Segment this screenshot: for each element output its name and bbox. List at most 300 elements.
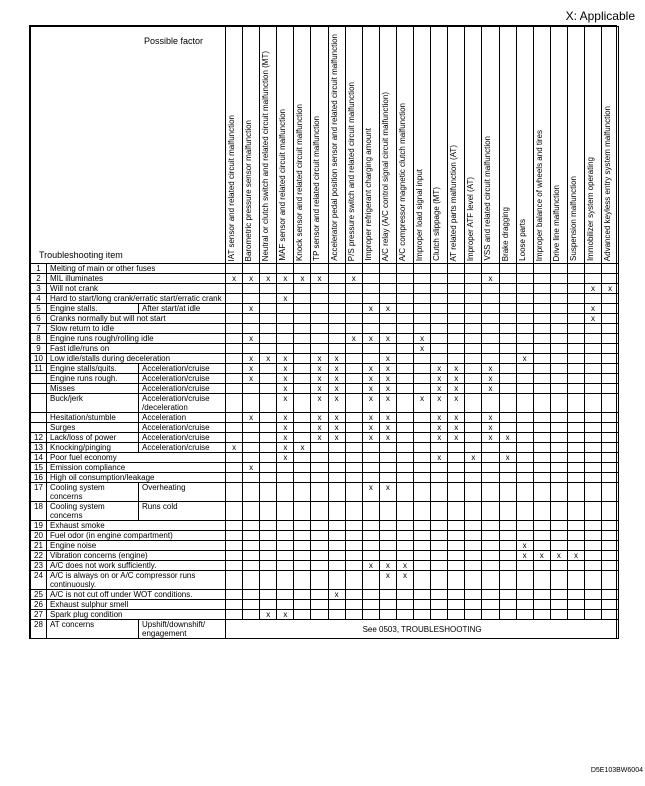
factor-cell: [277, 423, 294, 433]
factor-cell: [294, 433, 311, 443]
factor-cell: [414, 502, 431, 521]
factor-cell: [396, 502, 413, 521]
factor-cell: [345, 502, 362, 521]
factor-header: [465, 27, 482, 264]
factor-cell: [550, 551, 567, 561]
factor-cell: [294, 600, 311, 610]
row-number: 18: [31, 502, 47, 521]
factor-cell: [567, 590, 584, 600]
factor-cell: [226, 324, 243, 334]
factor-cell: [362, 571, 379, 590]
factor-cell: [294, 423, 311, 433]
factor-label: Improper balance of wheels and tires: [534, 129, 544, 261]
factor-cell: [567, 453, 584, 463]
factor-cell: [482, 364, 499, 374]
factor-cell: [328, 264, 345, 274]
factor-cell: [482, 374, 499, 384]
factor-cell: [396, 374, 413, 384]
applicable-mark: x: [437, 384, 442, 393]
factor-cell: [482, 354, 499, 364]
factor-cell: [362, 344, 379, 354]
factor-cell: [533, 294, 550, 304]
factor-cell: [243, 344, 260, 354]
factor-cell: [499, 521, 516, 531]
table-row: [31, 433, 619, 443]
troubleshooting-item: Cooling system concerns: [47, 483, 139, 502]
factor-cell: [550, 521, 567, 531]
factor-cell: [396, 304, 413, 314]
factor-cell: [414, 314, 431, 324]
factor-cell: [345, 264, 362, 274]
factor-label: Neutral or clutch switch and related circuit malfunction (MT): [261, 50, 271, 261]
factor-label: P/S pressure switch and related circuit malfunction: [346, 81, 356, 261]
factor-cell: [567, 354, 584, 364]
applicable-mark: x: [334, 423, 339, 432]
factor-cell: [465, 344, 482, 354]
factor-cell: [550, 590, 567, 600]
factor-cell: [465, 571, 482, 590]
factor-cell: [584, 483, 601, 502]
factor-cell: [499, 334, 516, 344]
factor-label: Loose parts: [517, 219, 527, 261]
factor-cell: [482, 423, 499, 433]
factor-cell: [550, 531, 567, 541]
factor-cell: [328, 531, 345, 541]
factor-cell: [567, 374, 584, 384]
factor-cell: [311, 314, 328, 324]
factor-cell: [311, 600, 328, 610]
factor-cell: [431, 453, 448, 463]
factor-cell: [243, 384, 260, 394]
factor-cell: [584, 433, 601, 443]
troubleshooting-item: Exhaust smoke: [47, 521, 226, 531]
applicable-mark: x: [385, 364, 390, 373]
factor-cell: [345, 374, 362, 384]
factor-cell: [243, 394, 260, 413]
applicable-mark: x: [488, 384, 493, 393]
factor-cell: [533, 274, 550, 284]
factor-cell: [431, 551, 448, 561]
factor-cell: [277, 284, 294, 294]
factor-label: Improper ATF level (AT): [466, 176, 476, 261]
applicable-mark: x: [317, 394, 322, 403]
factor-cell: [379, 344, 396, 354]
factor-cell: [328, 413, 345, 423]
factor-cell: [516, 453, 533, 463]
factor-cell: [379, 384, 396, 394]
factor-cell: [516, 374, 533, 384]
factor-cell: [465, 413, 482, 423]
factor-cell: [294, 571, 311, 590]
factor-cell: [448, 354, 465, 364]
factor-cell: [328, 561, 345, 571]
factor-cell: [379, 304, 396, 314]
factor-cell: [584, 610, 601, 620]
factor-cell: [328, 284, 345, 294]
factor-cell: [465, 394, 482, 413]
factor-cell: [243, 274, 260, 284]
factor-cell: [448, 443, 465, 453]
factor-cell: [482, 463, 499, 473]
factor-header: [482, 27, 499, 264]
factor-cell: [533, 423, 550, 433]
factor-cell: [465, 284, 482, 294]
factor-cell: [345, 600, 362, 610]
factor-cell: [431, 384, 448, 394]
factor-cell: [226, 561, 243, 571]
troubleshooting-item: Engine noise: [47, 541, 226, 551]
factor-cell: [260, 433, 277, 443]
factor-cell: [345, 561, 362, 571]
applicable-mark: x: [522, 551, 527, 560]
factor-cell: [362, 423, 379, 433]
factor-cell: [584, 443, 601, 453]
factor-cell: [584, 284, 601, 294]
applicable-mark: x: [403, 571, 407, 580]
factor-cell: [243, 453, 260, 463]
factor-cell: [465, 374, 482, 384]
factor-cell: [516, 384, 533, 394]
factor-cell: [362, 502, 379, 521]
factor-cell: [584, 384, 601, 394]
factor-cell: [465, 551, 482, 561]
applicable-mark: x: [368, 561, 373, 570]
factor-cell: [584, 571, 601, 590]
factor-cell: [243, 521, 260, 531]
row-number: 5: [31, 304, 47, 314]
applicable-mark: x: [454, 394, 459, 403]
factor-cell: [465, 443, 482, 453]
factor-cell: [567, 473, 584, 483]
factor-cell: [550, 284, 567, 294]
factor-cell: [362, 324, 379, 334]
factor-cell: [414, 590, 431, 600]
factor-cell: [584, 294, 601, 304]
factor-cell: [345, 610, 362, 620]
factor-cell: [379, 521, 396, 531]
factor-cell: [294, 483, 311, 502]
row-number: [31, 413, 47, 423]
factor-cell: [328, 334, 345, 344]
factor-cell: [396, 294, 413, 304]
factor-cell: [277, 551, 294, 561]
table-row: [31, 473, 619, 483]
factor-header: [345, 27, 362, 264]
row-number: 13: [31, 443, 47, 453]
factor-cell: [602, 571, 619, 590]
factor-cell: [362, 284, 379, 294]
factor-cell: [414, 531, 431, 541]
row-number: 9: [31, 344, 47, 354]
factor-cell: [345, 413, 362, 423]
factor-cell: [431, 304, 448, 314]
factor-cell: [533, 590, 550, 600]
applicable-mark: x: [283, 423, 288, 432]
factor-cell: [260, 264, 277, 274]
factor-cell: [260, 453, 277, 463]
factor-cell: [345, 571, 362, 590]
factor-cell: [277, 600, 294, 610]
factor-cell: [499, 394, 516, 413]
applicable-mark: x: [249, 274, 254, 283]
factor-cell: [550, 304, 567, 314]
applicable-mark: x: [283, 374, 288, 383]
factor-cell: [294, 531, 311, 541]
factor-cell: [482, 294, 499, 304]
factor-cell: [414, 374, 431, 384]
factor-cell: [226, 314, 243, 324]
factor-cell: [345, 473, 362, 483]
factor-cell: [294, 294, 311, 304]
factor-cell: [602, 274, 619, 284]
troubleshooting-item: A/C does not work sufficiently.: [47, 561, 226, 571]
table-row: [31, 334, 619, 344]
applicable-mark: x: [317, 364, 322, 373]
factor-cell: [550, 274, 567, 284]
factor-cell: [431, 541, 448, 551]
factor-cell: [260, 463, 277, 473]
factor-cell: [584, 264, 601, 274]
factor-cell: [277, 433, 294, 443]
factor-cell: [396, 531, 413, 541]
factor-cell: [243, 463, 260, 473]
factor-cell: [516, 344, 533, 354]
factor-cell: [567, 610, 584, 620]
factor-cell: [311, 541, 328, 551]
applicable-mark: x: [556, 551, 561, 560]
applicable-mark: x: [385, 433, 390, 442]
table-row: [31, 423, 619, 433]
factor-cell: [260, 521, 277, 531]
condition: Acceleration/cruise: [139, 443, 226, 453]
factor-cell: [448, 423, 465, 433]
factor-cell: [550, 334, 567, 344]
factor-header: [379, 27, 396, 264]
troubleshooting-item: A/C is always on or A/C compressor runs continuously.: [47, 571, 226, 590]
factor-cell: [567, 571, 584, 590]
factor-cell: [345, 443, 362, 453]
factor-cell: [379, 354, 396, 364]
factor-cell: [362, 561, 379, 571]
table-row: [31, 443, 619, 453]
factor-cell: [277, 521, 294, 531]
troubleshooting-item: Will not crank: [47, 284, 226, 294]
row-number: 16: [31, 473, 47, 483]
factor-cell: [465, 561, 482, 571]
factor-cell: [396, 364, 413, 374]
factor-cell: [499, 541, 516, 551]
factor-cell: [260, 344, 277, 354]
factor-cell: [516, 463, 533, 473]
factor-cell: [465, 483, 482, 502]
table-row: [31, 304, 619, 314]
factor-cell: [533, 364, 550, 374]
factor-header: [294, 27, 311, 264]
applicable-mark: x: [283, 354, 288, 363]
applicable-mark: x: [232, 274, 237, 283]
factor-cell: [362, 483, 379, 502]
factor-header: [414, 27, 431, 264]
factor-cell: [499, 571, 516, 590]
factor-cell: [431, 463, 448, 473]
factor-cell: [482, 502, 499, 521]
applicable-mark: x: [437, 374, 442, 383]
row-number: 6: [31, 314, 47, 324]
factor-cell: [414, 483, 431, 502]
factor-cell: [243, 590, 260, 600]
troubleshooting-item-label: Troubleshooting item: [39, 250, 123, 260]
applicable-mark: x: [591, 284, 596, 293]
factor-cell: [482, 394, 499, 413]
factor-cell: [448, 374, 465, 384]
factor-cell: [516, 600, 533, 610]
factor-cell: [294, 394, 311, 413]
troubleshooting-item: Buck/jerk: [47, 394, 139, 413]
factor-cell: [516, 284, 533, 294]
factor-cell: [311, 334, 328, 344]
factor-cell: [345, 364, 362, 374]
factor-cell: [465, 502, 482, 521]
factor-cell: [482, 590, 499, 600]
factor-cell: [362, 334, 379, 344]
row-number: 7: [31, 324, 47, 334]
applicable-mark: x: [505, 433, 510, 442]
troubleshooting-item: Emission compliance: [47, 463, 226, 473]
factor-cell: [516, 334, 533, 344]
applicable-mark: x: [334, 384, 339, 393]
table-row: [31, 294, 619, 304]
factor-cell: [345, 314, 362, 324]
factor-cell: [533, 344, 550, 354]
factor-cell: [243, 571, 260, 590]
factor-cell: [311, 521, 328, 531]
factor-cell: [431, 364, 448, 374]
factor-cell: [584, 304, 601, 314]
applicable-mark: x: [334, 374, 339, 383]
factor-label: Brake dragging: [500, 206, 510, 261]
factor-cell: [584, 423, 601, 433]
factor-cell: [465, 264, 482, 274]
factor-cell: [499, 443, 516, 453]
factor-cell: [414, 561, 431, 571]
factor-cell: [499, 473, 516, 483]
factor-cell: [328, 364, 345, 374]
factor-cell: [294, 443, 311, 453]
factor-cell: [277, 571, 294, 590]
factor-cell: [516, 324, 533, 334]
troubleshooting-item: Spark plug condition: [47, 610, 226, 620]
factor-cell: [431, 483, 448, 502]
factor-cell: [243, 294, 260, 304]
factor-cell: [311, 324, 328, 334]
factor-cell: [550, 394, 567, 413]
factor-cell: [277, 541, 294, 551]
factor-cell: [602, 314, 619, 324]
factor-cell: [465, 463, 482, 473]
factor-cell: [499, 561, 516, 571]
factor-cell: [499, 354, 516, 364]
factor-cell: [499, 374, 516, 384]
applicable-mark: x: [283, 394, 288, 403]
factor-cell: [482, 433, 499, 443]
factor-cell: [567, 483, 584, 502]
factor-cell: [602, 384, 619, 394]
factor-cell: [499, 483, 516, 502]
applicable-mark: x: [420, 394, 425, 403]
factor-cell: [448, 264, 465, 274]
factor-cell: [516, 274, 533, 284]
factor-cell: [499, 364, 516, 374]
factor-cell: [414, 344, 431, 354]
applicable-mark: x: [454, 423, 459, 432]
factor-cell: [482, 561, 499, 571]
factor-cell: [550, 483, 567, 502]
factor-cell: [448, 304, 465, 314]
table-row: [31, 502, 619, 521]
factor-cell: [328, 453, 345, 463]
factor-cell: [362, 354, 379, 364]
factor-cell: [584, 521, 601, 531]
factor-label: TP sensor and related circuit malfunction: [312, 116, 322, 261]
factor-cell: [533, 314, 550, 324]
factor-cell: [465, 314, 482, 324]
applicable-mark: x: [385, 304, 390, 313]
factor-cell: [567, 561, 584, 571]
troubleshooting-item: Lack/loss of power: [47, 433, 139, 443]
factor-cell: [379, 473, 396, 483]
factor-cell: [482, 334, 499, 344]
factor-cell: [414, 284, 431, 294]
factor-cell: [345, 483, 362, 502]
factor-cell: [448, 600, 465, 610]
factor-cell: [396, 561, 413, 571]
applicable-mark: x: [488, 374, 493, 383]
factor-cell: [396, 413, 413, 423]
factor-cell: [448, 453, 465, 463]
factor-cell: [448, 590, 465, 600]
factor-cell: [550, 374, 567, 384]
applicable-mark: x: [351, 334, 356, 343]
troubleshooting-item: Cranks normally but will not start: [47, 314, 226, 324]
factor-cell: [379, 531, 396, 541]
factor-label: VSS and related circuit malfunction: [483, 136, 493, 261]
factor-cell: [602, 521, 619, 531]
factor-cell: [362, 551, 379, 561]
factor-cell: [294, 590, 311, 600]
factor-cell: [277, 294, 294, 304]
factor-cell: [277, 443, 294, 453]
applicable-mark: x: [283, 294, 288, 303]
factor-cell: [311, 433, 328, 443]
factor-cell: [499, 264, 516, 274]
factor-cell: [379, 294, 396, 304]
factor-cell: [499, 274, 516, 284]
factor-cell: [414, 463, 431, 473]
factor-cell: [448, 324, 465, 334]
troubleshooting-item: Slow return to idle: [47, 324, 226, 334]
applicable-mark: x: [334, 590, 339, 599]
factor-cell: [379, 413, 396, 423]
applicable-mark: x: [249, 463, 254, 472]
factor-cell: [516, 561, 533, 571]
factor-cell: [550, 600, 567, 610]
factor-cell: [379, 463, 396, 473]
factor-cell: [550, 571, 567, 590]
factor-cell: [414, 600, 431, 610]
condition: Acceleration/cruise: [139, 433, 226, 443]
factor-cell: [499, 610, 516, 620]
factor-cell: [482, 413, 499, 423]
